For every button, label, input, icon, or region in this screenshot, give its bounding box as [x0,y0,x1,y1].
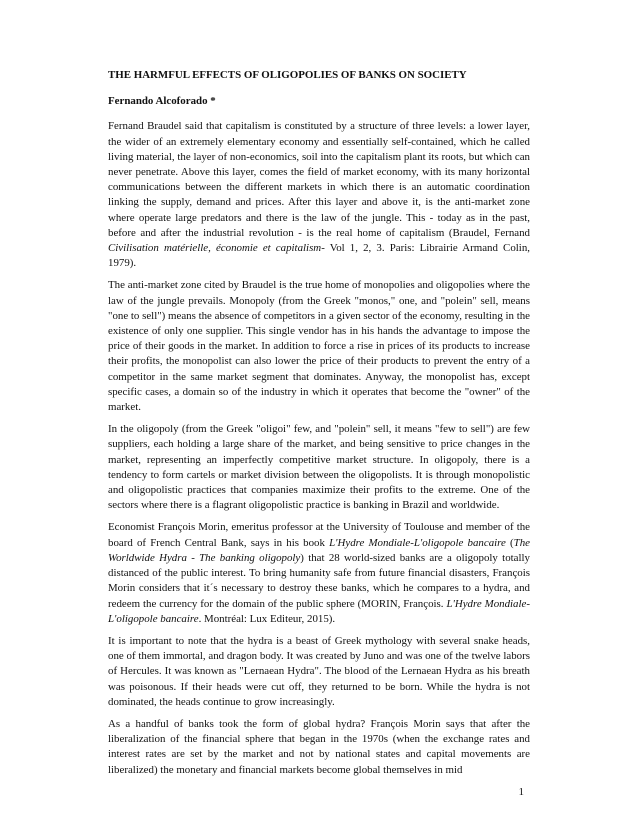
paragraph-morin [108,520,530,626]
document-body [108,68,530,785]
paragraph-text: Fernand Braudel said that capitalism is constituted by a structure of three levels: a lower layer, the wider of an extremely elementary economy and essentially self-contained, which he called living material, the layer of non-economics, soil into the capitalism plant its roots, but which can never penetrate. Above this layer, comes the field of market economy, with its many horizontal communications between the different markets in which there is an automatic coordination linking the supply, demand and prices. After this layer and above it, is the anti-market zone where operate large predators and there is the law of the jungle. This - today as in the past, before and after the industrial revolution - is the real home of capitalism (Braudel, Fernand [108,120,530,239]
paragraph-text: The anti-market zone cited by Braudel is the true home of monopolies and oligopolies where the law of the jungle prevails. Monopoly (from the Greek "monos," one, and "polein" sell, means "one to sell") means the absence of competitors in a given sector of the economy, resulting in the existence of only one supplier. This single vendor has in his hands the advantage to impose the price of their goods in the market. In addition to force a rise in prices of its products to increase their profits, the monopolist can also lower the price of their products to prevent the entry of a competitor in the same market segment that dominates. Anyway, the monopolist has, except specific cases, a domain so of the industry in which it operates that become the "owner" of the market. [108,279,530,414]
paragraph-monopoly [108,278,530,415]
paragraph-text: As a handful of banks took the form of global hydra? François Morin says that after the liberalization of the financial sphere that began in the 1970s (when the exchange rates and interest rates are set by the market and not by national states and capital movements are liberalized) the monetary and financial markets become global themselves in mid [108,717,530,776]
paragraph-braudel-structure [108,119,530,271]
paragraph-text: . Montréal: Lux Editeur, 2015). [198,612,336,625]
italic-citation-text: L'Hydre Mondiale- L'oligopole bancaire [108,597,530,625]
paragraph-hydra [108,634,530,710]
paragraph-global-hydra [108,717,530,778]
paragraph-text: ) that 28 world-sized banks are a oligopoly totally distanced of the public interest. To bring humanity safe from future financial disasters, François Morin considers that it´s necessary to destroy these banks, which he compares to a hydra, and redeem the currency for the domain of the public sphere (MORIN, François. [108,551,530,610]
paragraph-text: - Vol 1, 2, 3. Paris: Librairie Armand Colin, 1979). [108,242,530,270]
paragraph-text: It is important to note that the hydra is a beast of Greek mythology with several snake heads, one of them immortal, and dragon body. It was created by Juno and was one of the twelve labors of Hercules. It was known as "Lernaean Hydra". The blood of the Lernaean Hydra as his breath was poisonous. If their heads were cut off, they returned to be born. While the hydra is not dominated, the heads continue to grow increasingly. [108,634,530,708]
italic-citation-text: Civilisation matérielle, économie et capitalism [108,242,322,255]
paragraph-text: Economist François Morin, emeritus professor at the University of Toulouse and member of the board of French Central Bank, says in his book [108,521,530,549]
paragraph-oligopoly [108,422,530,513]
document-title: THE HARMFUL EFFECTS OF OLIGOPOLIES OF BANKS ON SOCIETY [108,69,467,81]
italic-citation-text: L'Hydre Mondiale-L'oligopole bancaire [329,536,506,549]
document-author: Fernando Alcoforado * [108,95,216,108]
page-number: 1 [518,786,524,798]
italic-citation-text: The Worldwide Hydra - The banking oligopoly [108,536,530,564]
paragraph-text: ( [505,536,514,549]
paragraph-text: In the oligopoly (from the Greek "oligoi" few, and "polein" sell, it means "few to sell") are few suppliers, each holding a large share of the market, and being sensitive to price changes in the market, representing an imperfectly competitive market structure. In oligopoly, there is a tendency to form cartels or market division between the oligopolists. It is through monopolistic and oligopolistic practices that companies maximize their profits to the extreme. One of the sectors where there is a flagrant oligopolistic practice is banking in Brazil and worldwide. [108,423,530,512]
